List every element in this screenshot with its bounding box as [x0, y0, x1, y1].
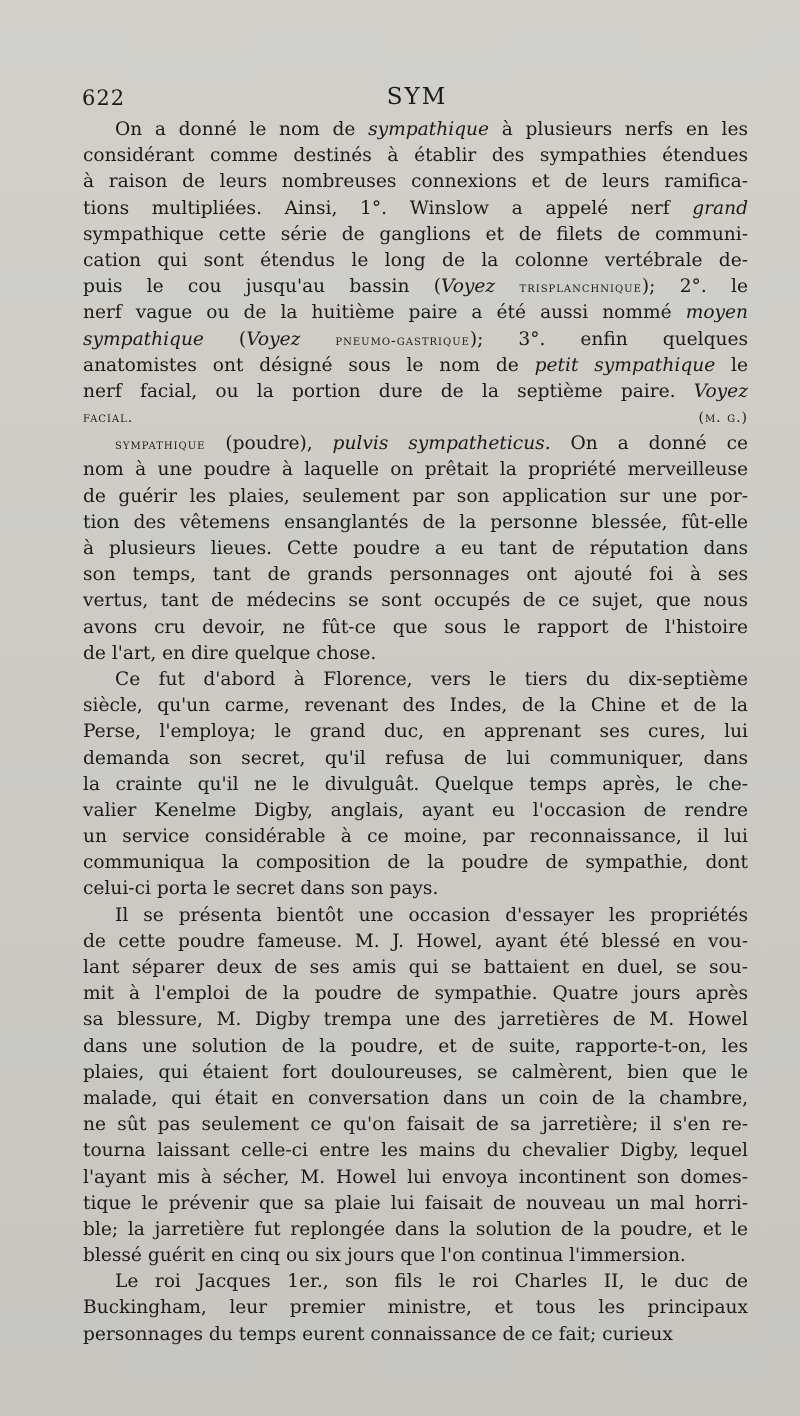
text-line [83, 1007, 748, 1033]
text-run: de guérir les plaies, seulement par son application sur une por- [83, 485, 748, 507]
text-run: tourna laissant celle-ci entre les mains du chevalier Digby, lequel [83, 1140, 748, 1162]
text-line [83, 117, 748, 143]
text-line [83, 196, 748, 222]
text-run: On a donné le nom de [115, 119, 369, 140]
text-run: ( [203, 328, 247, 350]
text-run: nom à une poudre à laquelle on prêtait la propriété merveilleuse [83, 459, 748, 481]
text-line [83, 1243, 748, 1269]
text-line [83, 1138, 748, 1164]
text-run: Perse, l'employa; le grand duc, en apprenant ses cures, lui [83, 721, 748, 743]
text-line [83, 1034, 748, 1060]
text-run: tique le prévenir que sa plaie lui faisait de nouveau un mal horri- [83, 1192, 748, 1214]
text-line [83, 955, 748, 981]
text-run: de cette poudre fameuse. M. J. Howel, ayant été blessé en vou- [83, 930, 748, 952]
text-run: puis le cou jusqu'au bassin ( [83, 276, 441, 298]
text-line [83, 588, 748, 614]
text-run: tions multipliées. Ainsi, 1°. Winslow a appelé nerf [83, 197, 693, 219]
text-line [83, 536, 748, 562]
text-line [83, 510, 748, 536]
text-run: communiqua la composition de la poudre de sympathie, dont [83, 852, 748, 874]
text-line [83, 719, 748, 745]
text-line [83, 1060, 748, 1086]
text-run [495, 276, 519, 297]
text-run: l'ayant mis à sécher, M. Howel lui envoya incontinent son domes- [83, 1166, 748, 1188]
text-run [300, 329, 335, 350]
text-run: (poudre), [205, 433, 333, 455]
text-line [83, 1191, 748, 1217]
text-line [83, 562, 748, 588]
text-run: sa blessure, M. Digby trempa une des jarretières de M. Howel [83, 1009, 748, 1031]
text-run: sympathique [83, 328, 204, 350]
text-line [83, 929, 748, 955]
text-line [83, 169, 748, 195]
text-line [83, 1112, 748, 1138]
text-line [83, 248, 748, 274]
text-run: nerf vague ou de la huitième paire a été aussi nommé [83, 302, 686, 324]
text-line [83, 615, 748, 641]
text-run: (m. g.) [698, 410, 748, 427]
text-line [83, 1165, 748, 1191]
text-run: pulvis sympatheticus. [332, 433, 551, 455]
text-run: personnages du temps eurent connaissance de ce fait; curieux [83, 1323, 673, 1345]
text-run: à plusieurs nerfs en les [489, 119, 748, 140]
text-line [83, 981, 748, 1007]
text-line [83, 876, 748, 902]
text-run: ble; la jarretière fut replongée dans la solution de la poudre, et le [83, 1218, 748, 1240]
text-line [83, 641, 748, 667]
text-line [83, 1269, 748, 1295]
text-run: lant séparer deux de ses amis qui se battaient en duel, se sou- [83, 957, 748, 978]
text-run: cation qui sont étendus le long de la colonne vertébrale de- [83, 249, 748, 271]
text-run: facial. [83, 410, 134, 427]
text-run: avons cru devoir, ne fût-ce que sous le rapport de l'histoire [83, 616, 748, 638]
text-line [83, 667, 748, 693]
text-run: demanda son secret, qu'il refusa de lui communiquer, dans [83, 747, 748, 769]
text-run: tion des vêtemens ensanglantés de la personne blessée, fût-elle [83, 511, 748, 533]
text-run: Il se présenta bientôt une occasion d'essayer les propriétés [115, 904, 748, 926]
text-run: ); 3°. enfin quelques [469, 328, 748, 350]
text-line [83, 693, 748, 719]
text-run: à plusieurs lieues. Cette poudre a eu tant de réputation dans [83, 538, 748, 559]
text-line [83, 431, 748, 457]
text-run: Ce fut d'abord à Florence, vers le tiers du dix-septième [115, 668, 748, 690]
text-line [83, 222, 748, 248]
running-head: SYM [386, 84, 448, 110]
text-run: moyen [685, 302, 748, 324]
text-run: Voyez [693, 380, 748, 402]
text-run: la crainte qu'il ne le divulguât. Quelque temps après, le che- [83, 773, 748, 795]
text-run: trisplanchnique [519, 280, 642, 297]
text-run: valier Kenelme Digby, anglais, ayant eu l'occasion de rendre [83, 799, 748, 821]
text-run: nerf facial, ou la portion dure de la septième paire. [83, 380, 694, 402]
text-run: grand [692, 197, 748, 219]
text-line [83, 1086, 748, 1112]
text-run: à raison de leurs nombreuses connexions et de leurs ramifica- [83, 171, 748, 193]
text-line [83, 457, 748, 483]
text-run: anatomistes ont désigné sous le nom de [83, 354, 535, 376]
text-line [83, 143, 748, 169]
text-line [83, 850, 748, 876]
text-run: Le roi Jacques 1er., son fils le roi Charles II, le duc de [115, 1271, 748, 1293]
text-line [83, 327, 748, 353]
text-run: malade, qui était en conversation dans un coin de la chambre, [83, 1087, 748, 1109]
text-run: Voyez [246, 328, 301, 350]
text-run: son temps, tant de grands personnages ont ajouté foi à ses [83, 564, 748, 586]
text-run: ); 2°. le [641, 276, 748, 298]
text-line [83, 772, 748, 798]
text-run: un service considérable à ce moine, par reconnaissance, il lui [83, 826, 748, 848]
text-line [83, 1322, 748, 1348]
text-line [83, 379, 748, 405]
text-line [83, 484, 748, 510]
text-line [83, 353, 748, 379]
text-run: de l'art, en dire quelque chose. [83, 642, 377, 664]
text-line [83, 746, 748, 772]
text-run: On a donné ce [550, 433, 749, 455]
body-text [83, 117, 748, 1348]
text-run: Voyez [441, 276, 496, 298]
text-run: ne sût pas seulement ce qu'on faisait de sa jarretière; il s'en re- [83, 1114, 748, 1136]
text-run: le [715, 354, 748, 376]
text-run: vertus, tant de médecins se sont occupés de ce sujet, que nous [83, 590, 748, 612]
text-run: blessé guérit en cinq ou six jours que l'on continua l'immersion. [83, 1245, 686, 1267]
text-run: sympathique cette série de ganglions et de filets de communi- [83, 223, 748, 245]
text-line [83, 405, 748, 431]
text-run: plaies, qui étaient fort douloureuses, se calmèrent, bien que le [83, 1061, 748, 1083]
text-run: sympathique [115, 437, 206, 454]
text-run: mit à l'emploi de la poudre de sympathie. Quatre jours après [83, 983, 748, 1005]
text-run: petit sympathique [534, 354, 716, 376]
text-run: considérant comme destinés à établir des sympathies étendues [83, 145, 748, 167]
page-number: 622 [82, 86, 126, 110]
text-run: siècle, qu'un carme, revenant des Indes, de la Chine et de la [83, 695, 748, 717]
text-line [83, 300, 748, 326]
text-line [83, 1295, 748, 1321]
text-line [83, 1217, 748, 1243]
text-run: sympathique [368, 119, 490, 140]
text-line [83, 798, 748, 824]
text-run: pneumo-gastrique [335, 332, 470, 349]
text-run: celui-ci porta le secret dans son pays. [83, 878, 439, 900]
text-line [83, 274, 748, 300]
page-header [82, 86, 752, 116]
text-run: Buckingham, leur premier ministre, et tous les principaux [83, 1297, 748, 1319]
text-line [83, 903, 748, 929]
text-run: dans une solution de la poudre, et de suite, rapporte-t-on, les [83, 1035, 748, 1057]
text-line [83, 824, 748, 850]
